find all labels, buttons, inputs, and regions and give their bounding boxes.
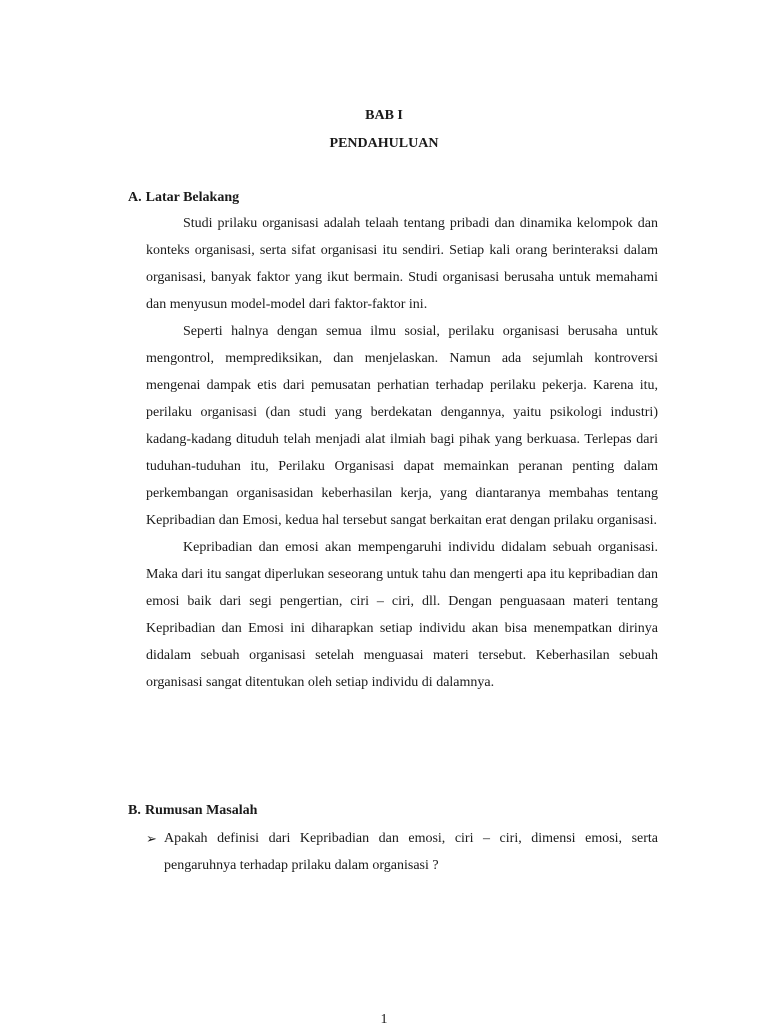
section-title: Rumusan Masalah [145, 803, 258, 818]
section-letter: A. [128, 190, 142, 205]
section-heading-latar-belakang [128, 190, 239, 206]
section-heading-rumusan-masalah [128, 803, 257, 819]
section-letter: B. [128, 803, 141, 818]
section-title: Latar Belakang [145, 190, 240, 205]
paragraph: Studi prilaku organisasi adalah telaah tentang pribadi dan dinamika kelompok dan konteks organisasi, serta sifat organisasi itu sendiri. Setiap kali orang berinteraksi dalam organisasi, banyak faktor yang ikut bermain. Studi organisasi berusaha untuk memahami dan menyusun model-model dari faktor-faktor ini. [146, 216, 658, 312]
paragraph: Kepribadian dan emosi akan mempengaruhi individu didalam sebuah organisasi. Maka dari itu sangat diperlukan seseorang untuk tahu dan mengerti apa itu kepribadian dan emosi baik dari segi pengertian, ciri – ciri, dll. Dengan penguasaan materi tentang Kepribadian dan Emosi ini diharapkan setiap individu akan bisa menempatkan dirinya didalam sebuah organisasi setelah menguasai materi tersebut. Keberhasilan sebuah organisasi sangat ditentukan oleh setiap individu di dalamnya. [146, 540, 658, 690]
latar-belakang-body [146, 210, 658, 696]
list-item [146, 825, 658, 879]
chapter-number: BAB I [365, 108, 403, 123]
paragraph: Seperti halnya dengan semua ilmu sosial, perilaku organisasi berusaha untuk mengontrol, memprediksikan, dan menjelaskan. Namun ada sejumlah kontroversi mengenai dampak etis dari pemusatan perhatian terhadap perilaku pekerja. Karena itu, perilaku organisasi (dan studi yang berdekatan dengannya, yaitu psikologi industri) kadang-kadang dituduh telah menjadi alat ilmiah bagi pihak yang berkuasa. Terlepas dari tuduhan-tuduhan itu, Perilaku Organisasi dapat memainkan peranan penting dalam perkembangan organisasidan keberhasilan kerja, yang diantaranya membahas tentang Kepribadian dan Emosi, kedua hal tersebut sangat berkaitan erat dengan prilaku organisasi. [146, 324, 658, 528]
list-item-text: Apakah definisi dari Kepribadian dan emosi, ciri – ciri, dimensi emosi, serta pengaruhnya terhadap prilaku dalam organisasi ? [164, 831, 658, 873]
chapter-title: PENDAHULUAN [329, 136, 439, 151]
page-number: 1 [380, 1012, 388, 1027]
arrow-bullet-icon: ➢ [146, 831, 157, 846]
